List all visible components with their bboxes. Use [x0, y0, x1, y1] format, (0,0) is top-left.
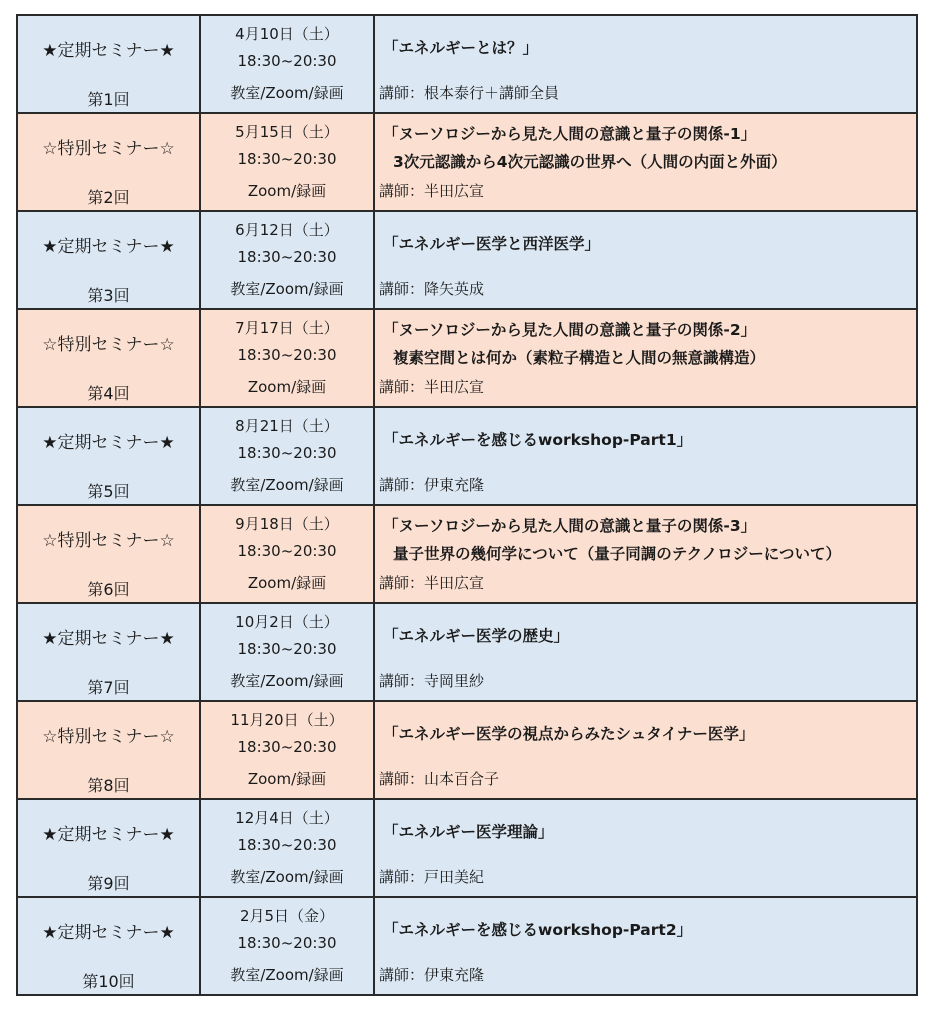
session-title: 「エネルギーとは？」	[383, 39, 539, 57]
session-time: 18:30~20:30	[237, 444, 337, 462]
session-title: 「エネルギー医学の視点からみたシュタイナー医学」	[383, 725, 755, 743]
session-number: 第9回	[87, 874, 130, 893]
seminar-kind: ★定期セミナー★	[42, 433, 175, 453]
seminar-type-cell	[17, 603, 200, 701]
session-title: 「ヌーソロジーから見た人間の意識と量子の関係-2」	[383, 321, 757, 339]
seminar-row	[17, 15, 917, 113]
session-venue: 教室/Zoom/録画	[230, 280, 344, 298]
lecturer: 講師：伊東充隆	[379, 966, 485, 984]
session-date: 4月10日（土）	[235, 25, 339, 43]
lecturer: 講師：降矢英成	[379, 280, 485, 298]
session-date: 11月20日（土）	[230, 711, 344, 729]
session-title: 「ヌーソロジーから見た人間の意識と量子の関係-1」	[383, 125, 757, 143]
schedule-cell	[200, 701, 374, 799]
seminar-kind: ★定期セミナー★	[42, 825, 175, 845]
lecturer: 講師：半田広宣	[379, 574, 485, 592]
content-cell	[374, 407, 917, 505]
session-venue: 教室/Zoom/録画	[230, 84, 344, 102]
session-time: 18:30~20:30	[237, 836, 337, 854]
session-time: 18:30~20:30	[237, 934, 337, 952]
seminar-type-cell	[17, 505, 200, 603]
seminar-schedule-table	[16, 14, 918, 996]
session-date: 6月12日（土）	[235, 221, 339, 239]
seminar-row	[17, 505, 917, 603]
seminar-row	[17, 799, 917, 897]
session-time: 18:30~20:30	[237, 248, 337, 266]
seminar-kind: ☆特別セミナー☆	[42, 139, 175, 159]
seminar-type-cell	[17, 799, 200, 897]
session-time: 18:30~20:30	[237, 738, 337, 756]
session-venue: 教室/Zoom/録画	[230, 672, 344, 690]
content-cell	[374, 603, 917, 701]
schedule-cell	[200, 505, 374, 603]
session-subtitle: 3次元認識から4次元認識の世界へ（人間の内面と外面）	[393, 153, 787, 171]
lecturer: 講師：戸田美紀	[379, 868, 485, 886]
session-number: 第1回	[87, 90, 130, 109]
session-time: 18:30~20:30	[237, 542, 337, 560]
session-venue: Zoom/録画	[247, 770, 327, 788]
schedule-cell	[200, 603, 374, 701]
session-title: 「エネルギーを感じるworkshop-Part1」	[383, 431, 693, 449]
content-cell	[374, 309, 917, 407]
seminar-kind: ★定期セミナー★	[42, 237, 175, 257]
seminar-row	[17, 897, 917, 995]
content-cell	[374, 897, 917, 995]
content-cell	[374, 799, 917, 897]
session-number: 第3回	[87, 286, 130, 305]
session-number: 第4回	[87, 384, 130, 403]
schedule-cell	[200, 897, 374, 995]
content-cell	[374, 15, 917, 113]
session-date: 7月17日（土）	[235, 319, 339, 337]
session-venue: 教室/Zoom/録画	[230, 966, 344, 984]
seminar-kind: ★定期セミナー★	[42, 41, 175, 61]
seminar-row	[17, 309, 917, 407]
session-venue: 教室/Zoom/録画	[230, 868, 344, 886]
schedule-cell	[200, 309, 374, 407]
seminar-kind: ★定期セミナー★	[42, 629, 175, 649]
session-subtitle: 量子世界の幾何学について（量子同調のテクノロジーについて）	[393, 545, 841, 563]
session-title: 「ヌーソロジーから見た人間の意識と量子の関係-3」	[383, 517, 757, 535]
schedule-cell	[200, 15, 374, 113]
seminar-row	[17, 211, 917, 309]
lecturer: 講師：半田広宣	[379, 182, 485, 200]
session-time: 18:30~20:30	[237, 150, 337, 168]
seminar-type-cell	[17, 407, 200, 505]
schedule-cell	[200, 113, 374, 211]
session-title: 「エネルギー医学と西洋医学」	[383, 235, 601, 253]
seminar-type-cell	[17, 211, 200, 309]
session-date: 9月18日（土）	[235, 515, 339, 533]
session-number: 第2回	[87, 188, 130, 207]
seminar-type-cell	[17, 15, 200, 113]
content-cell	[374, 211, 917, 309]
session-title: 「エネルギー医学理論」	[383, 823, 554, 841]
seminar-kind: ★定期セミナー★	[42, 923, 175, 943]
seminar-row	[17, 603, 917, 701]
content-cell	[374, 505, 917, 603]
seminar-row	[17, 113, 917, 211]
content-cell	[374, 701, 917, 799]
schedule-cell	[200, 211, 374, 309]
seminar-row	[17, 701, 917, 799]
session-time: 18:30~20:30	[237, 52, 337, 70]
lecturer: 講師：根本泰行＋講師全員	[379, 84, 560, 102]
seminar-type-cell	[17, 897, 200, 995]
session-subtitle: 複素空間とは何か（素粒子構造と人間の無意識構造）	[393, 349, 766, 367]
seminar-kind: ☆特別セミナー☆	[42, 335, 175, 355]
session-title: 「エネルギーを感じるworkshop-Part2」	[383, 921, 693, 939]
session-time: 18:30~20:30	[237, 640, 337, 658]
seminar-type-cell	[17, 309, 200, 407]
session-date: 8月21日（土）	[235, 417, 339, 435]
session-number: 第7回	[87, 678, 130, 697]
lecturer: 講師：半田広宣	[379, 378, 485, 396]
seminar-row	[17, 407, 917, 505]
session-venue: 教室/Zoom/録画	[230, 476, 344, 494]
schedule-cell	[200, 407, 374, 505]
session-date: 10月2日（土）	[235, 613, 339, 631]
session-number: 第8回	[87, 776, 130, 795]
session-date: 2月5日（金）	[239, 907, 335, 925]
lecturer: 講師：山本百合子	[379, 770, 500, 788]
session-number: 第6回	[87, 580, 130, 599]
session-time: 18:30~20:30	[237, 346, 337, 364]
session-date: 5月15日（土）	[235, 123, 339, 141]
content-cell	[374, 113, 917, 211]
session-title: 「エネルギー医学の歴史」	[383, 627, 570, 645]
schedule-cell	[200, 799, 374, 897]
session-venue: Zoom/録画	[247, 378, 327, 396]
session-venue: Zoom/録画	[247, 574, 327, 592]
seminar-kind: ☆特別セミナー☆	[42, 727, 175, 747]
session-date: 12月4日（土）	[235, 809, 339, 827]
seminar-type-cell	[17, 113, 200, 211]
lecturer: 講師：寺岡里紗	[379, 672, 485, 690]
session-number: 第10回	[82, 972, 135, 991]
session-number: 第5回	[87, 482, 130, 501]
lecturer: 講師：伊東充隆	[379, 476, 485, 494]
seminar-type-cell	[17, 701, 200, 799]
seminar-kind: ☆特別セミナー☆	[42, 531, 175, 551]
session-venue: Zoom/録画	[247, 182, 327, 200]
